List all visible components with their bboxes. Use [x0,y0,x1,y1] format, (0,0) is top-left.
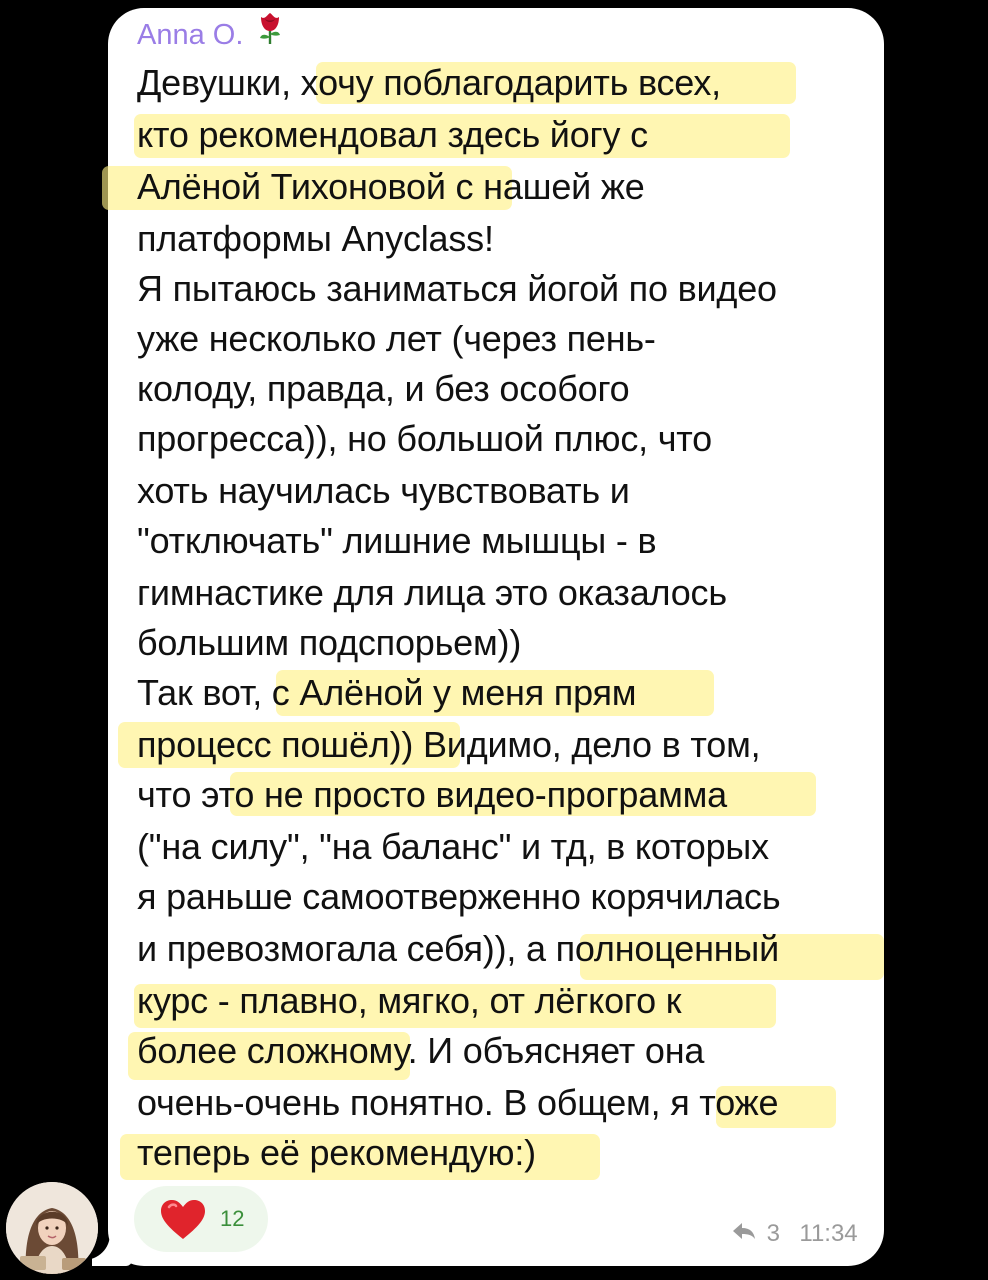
message-line: я раньше самоотверженно корячилась [137,876,781,917]
message-line: очень-очень понятно. В общем, я тоже [137,1082,779,1123]
message-line: ("на силу", "на баланс" и тд, в которых [137,826,769,867]
sender-name[interactable] [137,14,285,59]
message-line: уже несколько лет (через пень- [137,318,656,359]
message-line: большим подспорьем)) [137,622,522,663]
message-time: 11:34 [799,1220,858,1247]
message-line: теперь её рекомендую:) [137,1132,536,1173]
message-line: курс - плавно, мягко, от лёгкого к [137,980,682,1021]
message-line: "отключать" лишние мышцы - в [137,520,657,561]
message-line: Так вот, с Алёной у меня прям [137,672,637,713]
sender-name-text: Anna O. [137,19,244,52]
message-line: более сложному. И объясняет она [137,1030,705,1071]
heart-icon [160,1199,206,1246]
message-line: Девушки, хочу поблагодарить всех, [137,62,721,103]
reaction-count: 12 [220,1206,245,1231]
message-line: Алёной Тихоновой с нашей же [137,166,645,207]
avatar[interactable] [6,1182,98,1274]
message-line: колоду, правда, и без особого [137,368,630,409]
reply-icon[interactable] [732,1219,756,1247]
message-line: гимнастике для лица это оказалось [137,572,727,613]
message-line: прогресса)), но большой плюс, что [137,418,713,459]
replies-count[interactable]: 3 [766,1220,781,1247]
message-line: Я пытаюсь заниматься йогой по видео [137,268,777,309]
reaction-chip[interactable] [134,1186,268,1252]
message-line: кто рекомендовал здесь йогу с [137,114,648,155]
message-line: платформы Anyclass! [137,218,494,259]
rose-icon [255,11,285,56]
message-meta [732,1220,858,1249]
message-line: процесс пошёл)) Видимо, дело в том, [137,724,761,765]
message-line: хоть научилась чувствовать и [137,470,630,511]
message-line: и превозмогала себя)), а полноценный [137,928,780,969]
message-line: что это не просто видео-программа [137,774,728,815]
